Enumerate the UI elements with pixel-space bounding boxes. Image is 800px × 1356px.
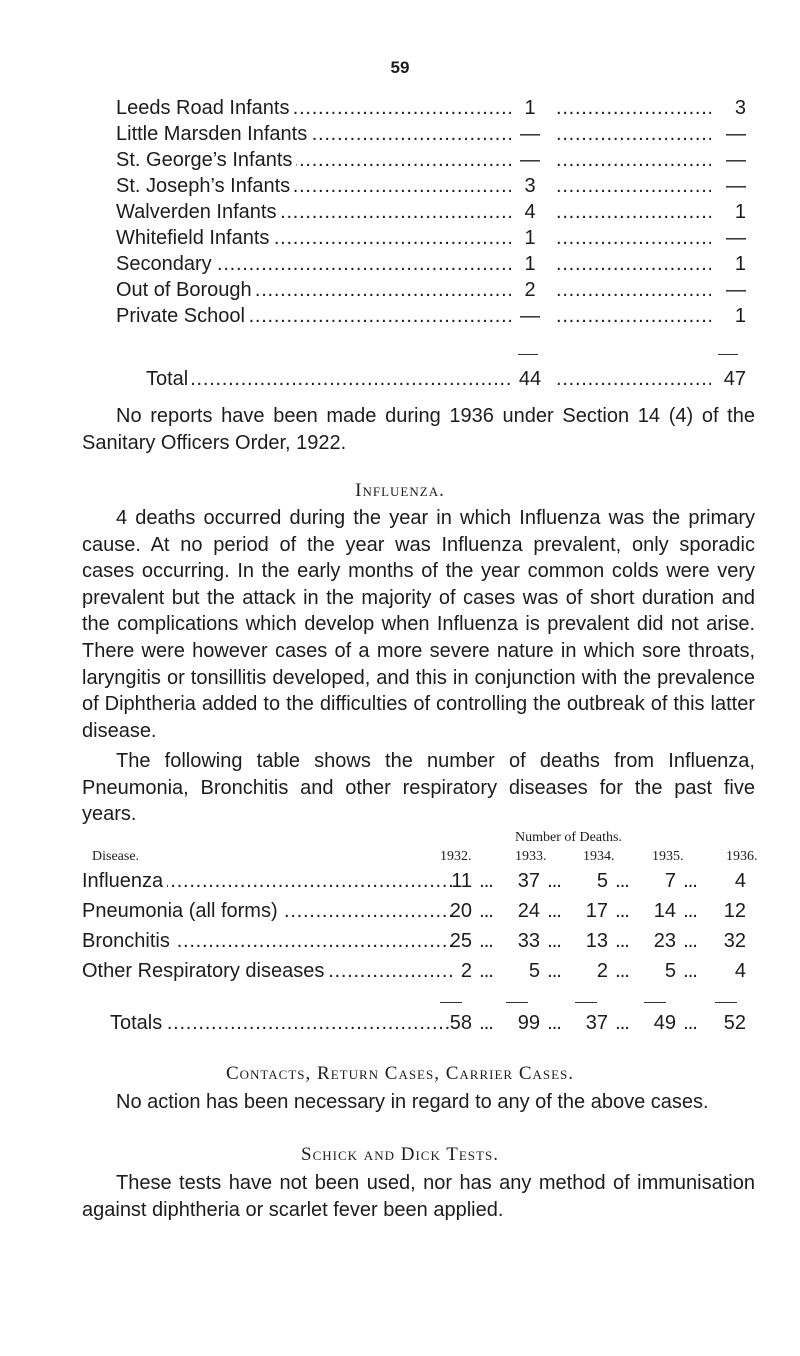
sum-rule-2 bbox=[718, 354, 738, 355]
total-value-1: 44 bbox=[518, 368, 542, 390]
table-row bbox=[116, 173, 746, 199]
deaths-value: 7 bbox=[664, 870, 676, 892]
disease-header: Disease. bbox=[92, 849, 140, 864]
sum-rule bbox=[715, 1002, 737, 1003]
table-row bbox=[116, 199, 746, 225]
table-row: . . . Bronchitis 25 ... 33 ... 13 ... 23 ... 32 bbox=[82, 928, 772, 954]
school-value-2: — bbox=[726, 279, 746, 301]
deaths-value: 37 bbox=[517, 870, 540, 892]
table-intro-paragraph: The following table shows the number of deaths from Influenza, Pneumonia, Bronchitis and other respiratory diseases for the past five years. bbox=[82, 750, 755, 826]
sum-rule bbox=[575, 1002, 597, 1003]
disease-name: Influenza bbox=[82, 868, 167, 894]
deaths-value: 4 bbox=[734, 870, 746, 892]
school-value-1: 2 bbox=[524, 279, 536, 301]
totals-value: 49 bbox=[653, 1012, 676, 1034]
table-row: . . . Other Respiratory diseases 2 ... 5 ... 2 ... 5 ... 4 bbox=[82, 958, 772, 984]
school-value-1: — bbox=[520, 149, 540, 171]
school-value-1: — bbox=[520, 305, 540, 327]
totals-value: 37 bbox=[585, 1012, 608, 1034]
table-row: . . . Pneumonia (all forms) 20 ... 24 ... 17 ... 14 ... 12 bbox=[82, 898, 772, 924]
deaths-value: 33 bbox=[517, 930, 540, 952]
page-number: 59 bbox=[390, 58, 410, 77]
school-value-1: 1 bbox=[524, 253, 536, 275]
contacts-paragraph: No action has been necessary in regard to any of the above cases. bbox=[116, 1091, 709, 1113]
deaths-value: 11 bbox=[451, 870, 472, 892]
deaths-value: 24 bbox=[517, 900, 540, 922]
school-name: Secondary bbox=[116, 251, 216, 277]
influenza-paragraph: 4 deaths occurred during the year in which Influenza was the primary cause. At no period of the year was Influenza prevalent, only sporadic cases occurring. In the early months of the year common colds were very prevalent but the attack in the majority of cases was of short duration and the complications which develop when Influenza is prevalent did not arise. There were however cases of a more severe nature in which sore throats, laryngitis or tonsillitis developed, and this in conjunction with the prevalence of Diphtheria added to the difficulties of controlling the outbreak of this latter disease. bbox=[82, 507, 755, 742]
school-table bbox=[116, 95, 746, 329]
school-value-2: 1 bbox=[734, 305, 746, 327]
table-row bbox=[116, 121, 746, 147]
total-row bbox=[146, 366, 746, 392]
totals-row: . . . Totals 58 ... 99 ... 37 ... 49 ... 52 bbox=[110, 1010, 772, 1036]
school-value-2: — bbox=[726, 175, 746, 197]
school-name: Out of Borough bbox=[116, 277, 256, 303]
deaths-value: 5 bbox=[596, 870, 608, 892]
contacts-heading: Contacts, Return Cases, Carrier Cases. bbox=[225, 1063, 575, 1084]
school-value-2: 1 bbox=[734, 253, 746, 275]
school-value-2: 3 bbox=[734, 97, 746, 119]
schick-heading: Schick and Dick Tests. bbox=[301, 1144, 499, 1165]
disease-name: Pneumonia (all forms) bbox=[82, 898, 282, 924]
sum-rule bbox=[440, 1002, 462, 1003]
deaths-value: 2 bbox=[460, 960, 472, 982]
no-reports-paragraph: No reports have been made during 1936 under Section 14 (4) of the Sanitary Officers Order, 1922. bbox=[82, 405, 755, 454]
school-value-2: 1 bbox=[734, 201, 746, 223]
deaths-value: 23 bbox=[653, 930, 676, 952]
school-value-2: — bbox=[726, 149, 746, 171]
school-name: Leeds Road Infants bbox=[116, 95, 293, 121]
deaths-value: 5 bbox=[664, 960, 676, 982]
school-name: St. George’s Infants bbox=[116, 147, 296, 173]
table-row bbox=[116, 251, 746, 277]
year-header: 1935. bbox=[652, 849, 684, 864]
totals-label: Totals bbox=[110, 1010, 166, 1036]
deaths-value: 13 bbox=[585, 930, 608, 952]
school-name: Whitefield Infants bbox=[116, 225, 273, 251]
table-row: . . . Influenza 11 ... 37 ... 5 ... 7 ... 4 bbox=[82, 868, 772, 894]
deaths-value: 2 bbox=[596, 960, 608, 982]
table-row bbox=[116, 277, 746, 303]
school-name: Little Marsden Infants bbox=[116, 121, 311, 147]
deaths-value: 5 bbox=[528, 960, 540, 982]
deaths-value: 12 bbox=[723, 900, 746, 922]
totals-value: 52 bbox=[723, 1012, 746, 1034]
school-value-1: — bbox=[520, 123, 540, 145]
school-name: Walverden Infants bbox=[116, 199, 280, 225]
disease-name: Other Respiratory diseases bbox=[82, 958, 328, 984]
deaths-value: 4 bbox=[734, 960, 746, 982]
table-row bbox=[116, 95, 746, 121]
year-header: 1933. bbox=[515, 849, 547, 864]
deaths-value: 25 bbox=[449, 930, 472, 952]
totals-value: 99 bbox=[517, 1012, 540, 1034]
influenza-heading: Influenza. bbox=[355, 480, 445, 501]
sum-rule-1 bbox=[518, 354, 538, 355]
table-row bbox=[116, 303, 746, 329]
year-header: 1936. bbox=[726, 849, 758, 864]
year-header: 1932. bbox=[440, 849, 472, 864]
total-value-2: 47 bbox=[723, 368, 746, 390]
school-value-2: — bbox=[726, 227, 746, 249]
table-row bbox=[116, 147, 746, 173]
sum-rule bbox=[644, 1002, 666, 1003]
school-value-1: 4 bbox=[524, 201, 536, 223]
school-value-1: 3 bbox=[524, 175, 536, 197]
school-value-1: 1 bbox=[524, 97, 536, 119]
table-row bbox=[116, 225, 746, 251]
school-name: Private School bbox=[116, 303, 249, 329]
total-label: Total bbox=[146, 366, 192, 392]
deaths-group-header: Number of Deaths. bbox=[515, 830, 622, 845]
deaths-value: 32 bbox=[723, 930, 746, 952]
deaths-value: 20 bbox=[449, 900, 472, 922]
schick-paragraph: These tests have not been used, nor has any method of immunisation against diphtheria or scarlet fever been applied. bbox=[82, 1172, 755, 1221]
deaths-value: 14 bbox=[653, 900, 676, 922]
sum-rule bbox=[506, 1002, 528, 1003]
year-header: 1934. bbox=[583, 849, 615, 864]
deaths-value: 17 bbox=[585, 900, 608, 922]
disease-name: Bronchitis bbox=[82, 928, 174, 954]
school-value-1: 1 bbox=[524, 227, 536, 249]
school-name: St. Joseph’s Infants bbox=[116, 173, 294, 199]
totals-value: 58 bbox=[449, 1012, 472, 1034]
school-value-2: — bbox=[726, 123, 746, 145]
